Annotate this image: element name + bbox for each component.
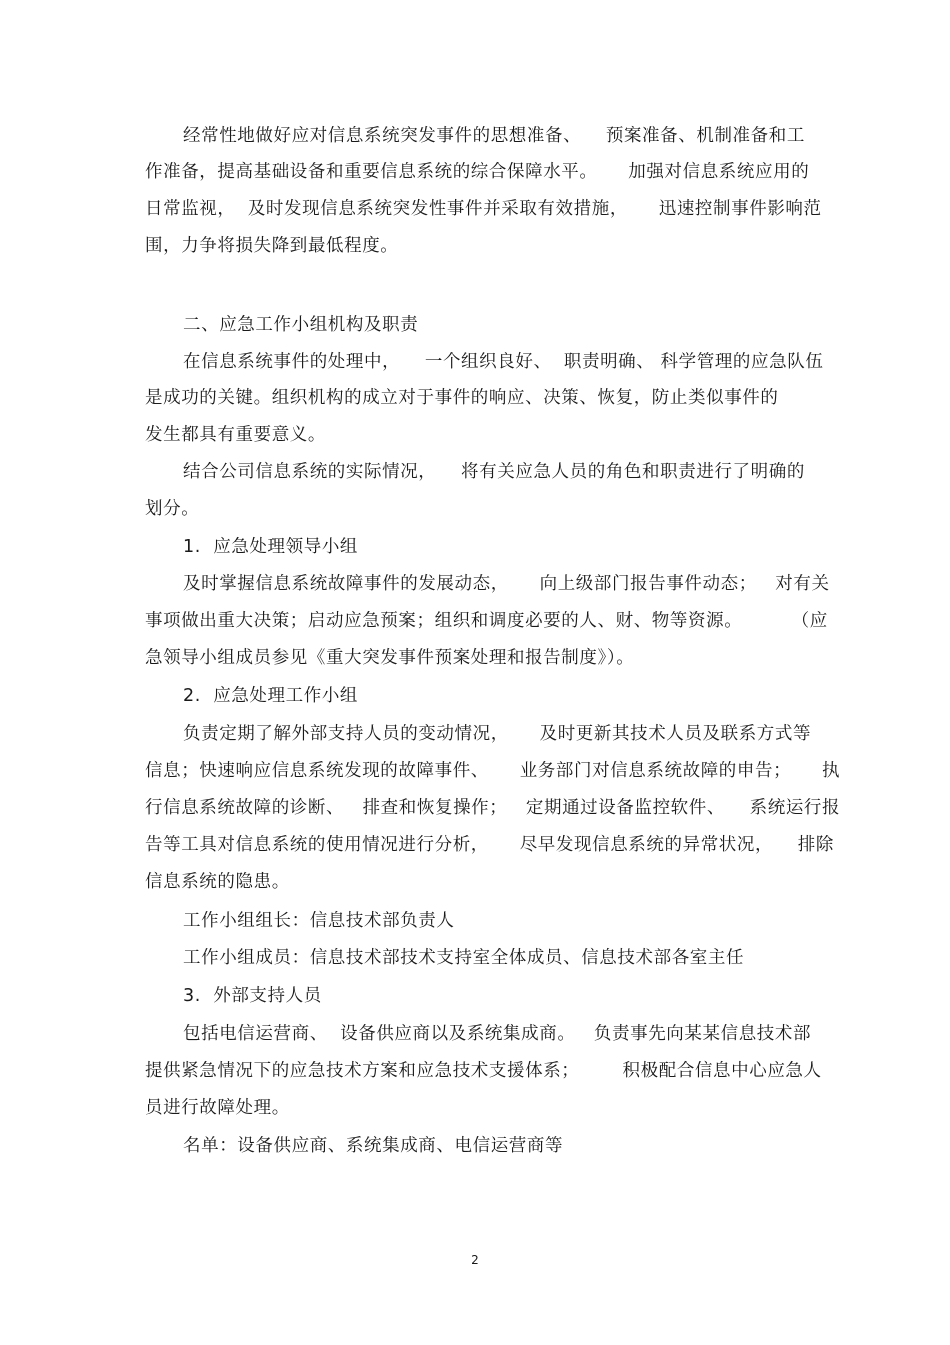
text-line: 围，力争将损失降到最低程度。 [145, 236, 399, 256]
text-line: 在信息系统事件的处理中， 一个组织良好、 职责明确、 科学管理的应急队伍 [183, 352, 824, 372]
text-line: 行信息系统故障的诊断、 排查和恢复操作； 定期通过设备监控软件、 系统运行报 [145, 798, 841, 818]
page-number: 2 [471, 1253, 479, 1267]
subsection-heading-external-support: 3. 外部支持人员 [183, 986, 322, 1006]
text-line: 是成功的关键。组织机构的成立对于事件的响应、决策、恢复，防止类似事件的 [145, 388, 779, 408]
text-line: 发生都具有重要意义。 [145, 425, 326, 445]
text-line: 信息；快速响应信息系统发现的故障事件、 业务部门对信息系统故障的申告； 执 [145, 761, 841, 781]
working-group-leader: 工作小组组长：信息技术部负责人 [183, 911, 455, 931]
text-line: 及时掌握信息系统故障事件的发展动态， 向上级部门报告事件动态； 对有关 [183, 574, 830, 594]
text-line: 提供紧急情况下的应急技术方案和应急技术支援体系； 积极配合信息中心应急人 [145, 1061, 822, 1081]
text-line: 作准备，提高基础设备和重要信息系统的综合保障水平。 加强对信息系统应用的 [145, 162, 810, 182]
text-line: 日常监视， 及时发现信息系统突发性事件并采取有效措施， 迅速控制事件影响范 [145, 199, 822, 219]
external-support-list: 名单：设备供应商、系统集成商、电信运营商等 [183, 1136, 564, 1156]
text-line: 负责定期了解外部支持人员的变动情况， 及时更新其技术人员及联系方式等 [183, 724, 812, 744]
text-line: 事项做出重大决策；启动应急预案；组织和调度必要的人、财、物等资源。 （应 [145, 611, 828, 631]
working-group-members: 工作小组成员：信息技术部技术支持室全体成员、信息技术部各室主任 [183, 948, 745, 968]
text-line: 急领导小组成员参见《重大突发事件预案处理和报告制度》）。 [145, 648, 635, 668]
subsection-heading-working-group: 2. 应急处理工作小组 [183, 686, 359, 706]
text-line: 告等工具对信息系统的使用情况进行分析， 尽早发现信息系统的异常状况， 排除 [145, 835, 834, 855]
text-line: 划分。 [145, 499, 200, 519]
text-line: 信息系统的隐患。 [145, 872, 290, 892]
section-heading: 二、应急工作小组机构及职责 [183, 315, 419, 335]
subsection-heading-leadership: 1. 应急处理领导小组 [183, 537, 359, 557]
text-line: 员进行故障处理。 [145, 1098, 290, 1118]
text-line: 结合公司信息系统的实际情况， 将有关应急人员的角色和职责进行了明确的 [183, 462, 805, 482]
text-line: 包括电信运营商、 设备供应商以及系统集成商。 负责事先向某某信息技术部 [183, 1024, 812, 1044]
text-line: 经常性地做好应对信息系统突发事件的思想准备、 预案准备、机制准备和工 [183, 126, 805, 146]
